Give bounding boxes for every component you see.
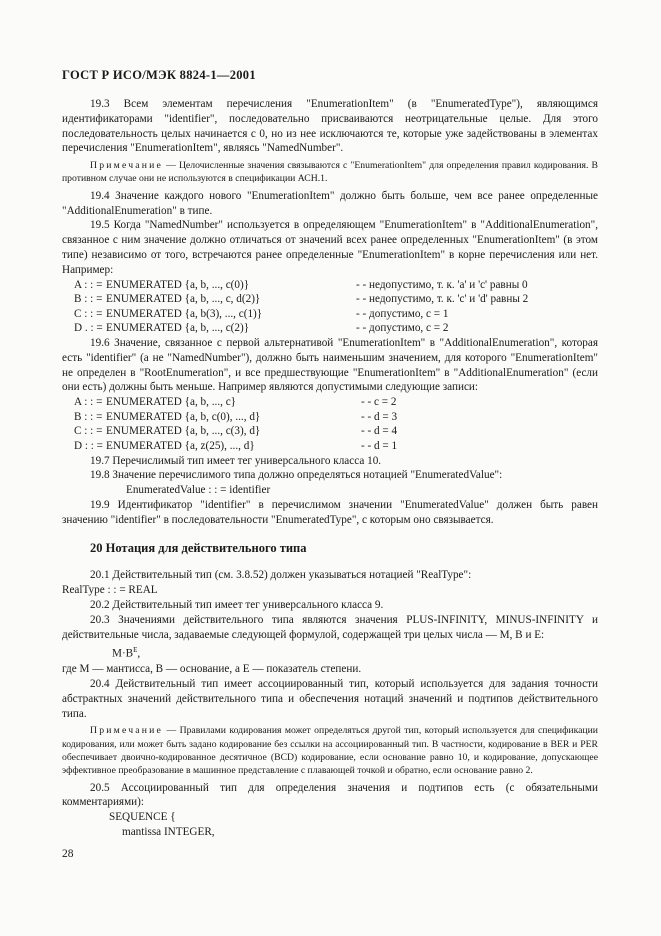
paragraph-19-7: 19.7 Перечислимый тип имеет тег универсального класса 10. — [90, 454, 382, 467]
paragraph-19-5: 19.5 Когда "NamedNumber" используется в определяющем "EnumerationItem" в "AdditionalEnumeration", связанное с ним значение должно отличаться от значений всех ранее определенных "EnumerationItem" (в этом типе) независимо от того, встречаются ранее определенные "EnumerationItem" в корне перечисления или нет. Например: — [62, 219, 598, 276]
note-label: Примечание — [90, 725, 164, 737]
example-row: B : : = ENUMERATED {a, b, ..., c, d(2)} - - недопустимо, т. к. 'c' и 'd' равны 2 — [74, 293, 529, 306]
example-row: C : : = ENUMERATED {a, b(3), ..., c(1)} - - допустимо, c = 1 — [74, 307, 449, 320]
note-1 — [62, 159, 598, 186]
note-text: — Правилами кодирования может определяться другой тип, который используется для спецификации кодирования, или может быть задано кодирование без ссылки на ассоциированный тип. В частности, кодирование в BER и PER обеспечивает двоично-кодированное десятичное (BCD) кодирование, если основание равно 10, и кодирование, допускающее эффективное преобразование в машинное представление с плавающей точкой и обратно, если основание равно 2. — [62, 725, 598, 777]
enumerated-value-code: EnumeratedValue : : = identifier — [126, 484, 271, 497]
paragraph-20-5: 20.5 Ассоциированный тип для определения значения и подтипов есть (с обязательными комментариями): — [62, 781, 598, 809]
example-1-table — [74, 278, 528, 336]
paragraph-19-4: 19.4 Значение каждого нового "EnumerationItem" должно быть больше, чем все ранее определенные "AdditionalEnumeration" в типе. — [62, 189, 598, 217]
sequence-open: SEQUENCE { — [109, 811, 176, 824]
page-number: 28 — [62, 848, 74, 860]
formula-explanation: где M — мантисса, B — основание, а E — показатель степени. — [62, 663, 362, 676]
note-2 — [62, 724, 598, 777]
paragraph-20-4: 20.4 Действительный тип имеет ассоциированный тип, который используется для задания точности абстрактных значений действительного типа и обеспечения нотаций значений и подтипов действительного типа. — [62, 678, 598, 720]
real-formula: $M\cdot B^E$, — [112, 646, 141, 661]
page-body — [62, 97, 598, 840]
example-row: A : : = ENUMERATED {a, b, ..., c} - - c = 2 — [74, 396, 397, 409]
note-label: Примечание — [90, 160, 164, 172]
real-type-code: RealType : : = REAL — [62, 584, 158, 597]
sequence-mantissa: mantissa INTEGER, — [122, 825, 215, 838]
paragraph-19-3: 19.3 Всем элементам перечисления "EnumerationItem" (в "EnumeratedType"), являющимся идентификаторами "identifier", последовательно присваиваются неотрицательные целые. Для этого последовательность целых начинается с 0, но из нее исключаются те, которые уже задействованы в элементах перечисления "EnumerationItem", являясь "NamedNumber". — [62, 98, 598, 155]
paragraph-19-9: 19.9 Идентификатор "identifier" в перечислимом значении "EnumeratedValue" должен быть равен значению "identifier" в последовательности "EnumeratedType", с которым оно связывается. — [62, 498, 599, 526]
example-row: C : : = ENUMERATED {a, b, ..., c(3), d} - - d = 4 — [74, 425, 398, 438]
section-20-title: 20 Нотация для действительного типа — [90, 541, 307, 556]
example-row: A : : = ENUMERATED {a, b, ..., c(0)} - - недопустимо, т. к. 'a' и 'c' равны 0 — [74, 278, 528, 291]
example-row: D : : = ENUMERATED {a, z(25), ..., d} - - d = 1 — [74, 439, 398, 452]
paragraph-19-8: 19.8 Значение перечислимого типа должно определяться нотацией "EnumeratedValue": — [90, 469, 503, 482]
paragraph-20-2: 20.2 Действительный тип имеет тег универсального класса 9. — [90, 599, 384, 612]
paragraph-19-6: 19.6 Значение, связанное с первой альтернативой "EnumerationItem" в "AdditionalEnumeration", которая есть "identifier" (а не "NamedNumber"), должно быть наименьшим значением, для которого "EnumerationItem" не определен в "RootEnumeration", и все предшествующие "EnumerationItem" в "AdditionalEnumeration" (если они есть) должны быть меньше. Например являются допустимыми следующие записи: — [62, 336, 598, 394]
paragraph-20-3: 20.3 Значениями действительного типа являются значения PLUS-INFINITY, MINUS-INFINITY и действительные числа, задаваемые следующей формулой, содержащей три целых числа — M, B и E: — [62, 613, 598, 641]
note-text: — Целочисленные значения связываются с "EnumerationItem" для определения правил кодирования. В противном случае они не используются в спецификации АСН.1. — [62, 160, 598, 185]
example-row: D . : = ENUMERATED {a, b, ..., c(2)} - - допустимо, c = 2 — [74, 322, 449, 335]
example-row: B : : = ENUMERATED {a, b, c(0), ..., d} - - d = 3 — [74, 410, 398, 423]
example-2-table — [74, 395, 397, 453]
paragraph-20-1: 20.1 Действительный тип (см. 3.8.52) должен указываться нотацией "RealType": — [90, 569, 472, 582]
document-header: ГОСТ Р ИСО/МЭК 8824-1—2001 — [62, 68, 256, 82]
